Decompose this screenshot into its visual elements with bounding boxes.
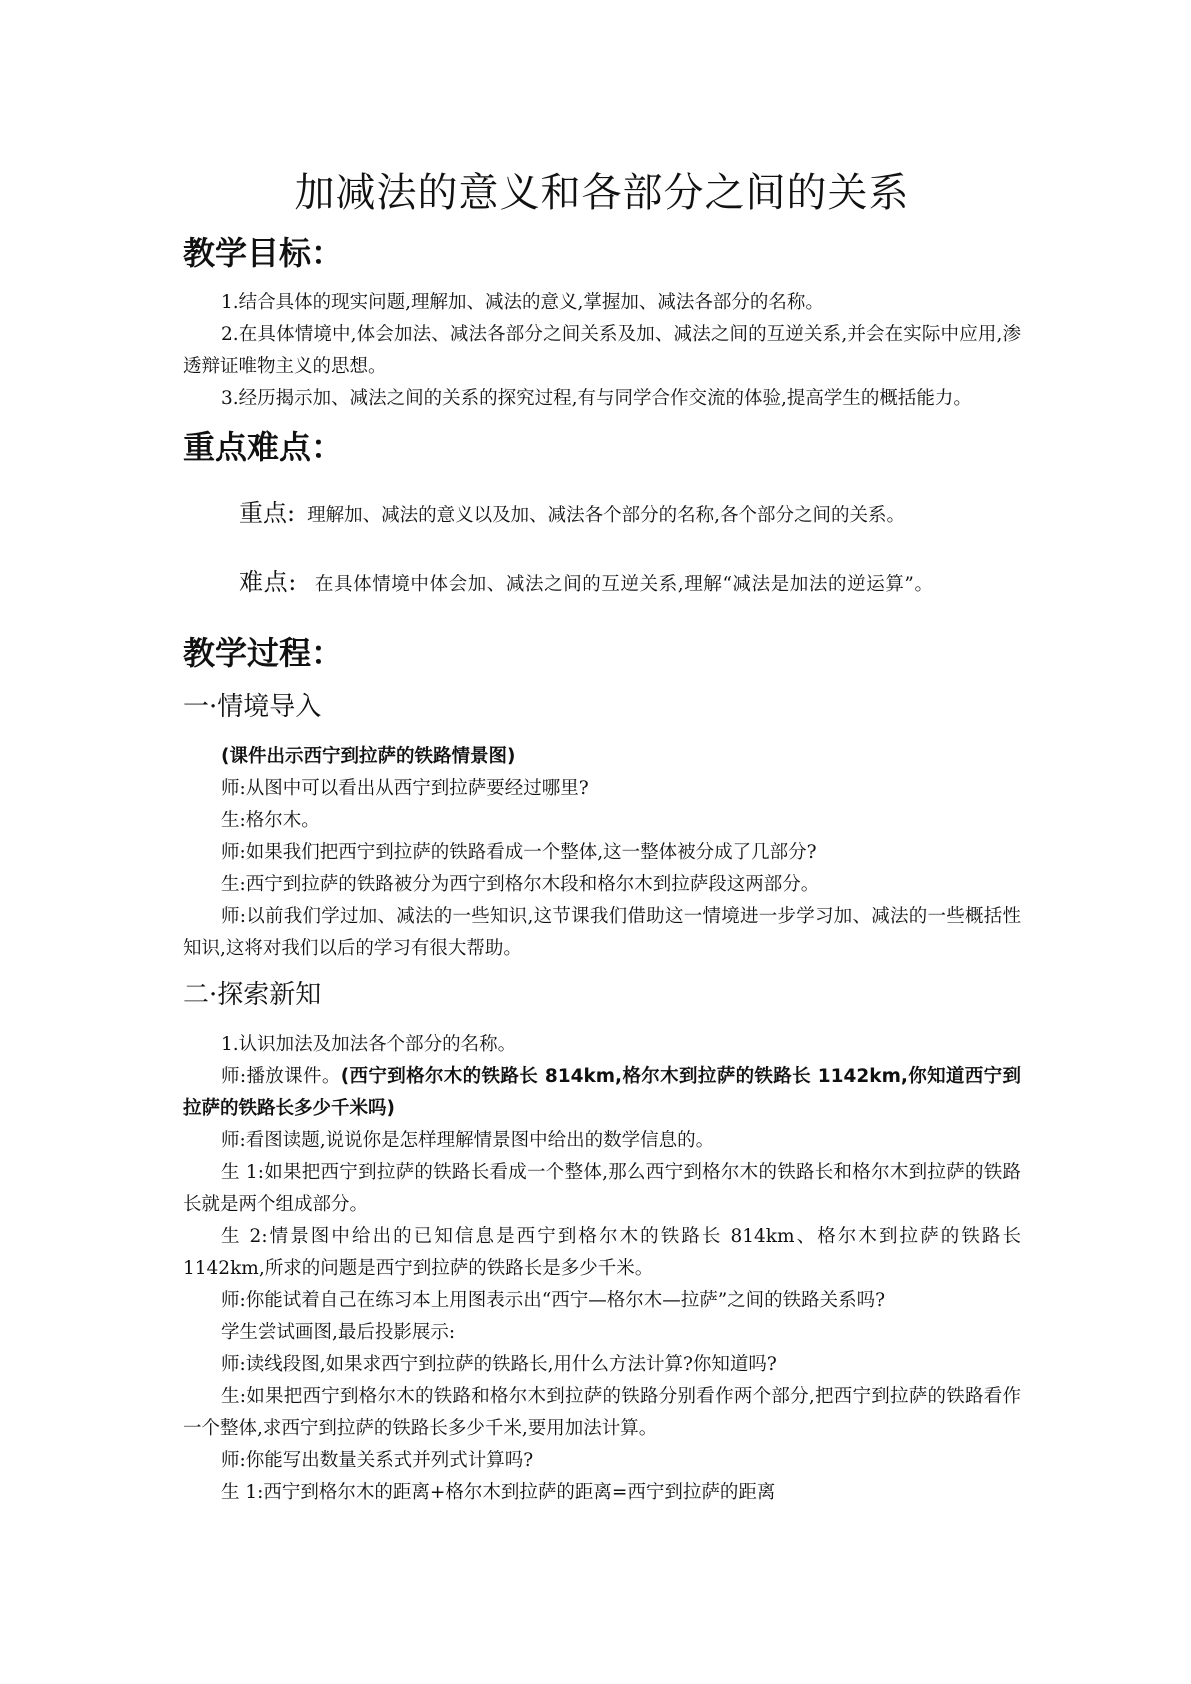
focus-paragraph <box>239 489 1021 540</box>
dialogue-line: 生 1:西宁到格尔木的距离+格尔木到拉萨的距离=西宁到拉萨的距离 <box>221 1482 776 1503</box>
focus-label: 重点: <box>239 499 296 527</box>
keypoints-heading: 重点难点： <box>183 428 344 466</box>
dialogue-prefix: 师:播放课件。 <box>221 1066 341 1087</box>
dialogue-line: 师:你能写出数量关系式并列式计算吗? <box>221 1450 534 1471</box>
dialogue-line: 师:如果我们把西宁到拉萨的铁路看成一个整体,这一整体被分成了几部分? <box>221 842 817 863</box>
difficulty-paragraph <box>183 558 1021 609</box>
page-title: 加减法的意义和各部分之间的关系 <box>294 170 910 216</box>
dialogue-line: 生 1:如果把西宁到拉萨的铁路长看成一个整体,那么西宁到格尔木的铁路长和格尔木到拉萨的铁路长就是两个组成部分。 <box>183 1162 1021 1215</box>
dialogue-line: 师:看图读题,说说你是怎样理解情景图中给出的数学信息的。 <box>221 1130 715 1151</box>
objective-item: 1.结合具体的现实问题,理解加、减法的意义,掌握加、减法各部分的名称。 <box>221 292 824 313</box>
objective-item: 3.经历揭示加、减法之间的关系的探究过程,有与同学合作交流的体验,提高学生的概括能力。 <box>221 388 972 409</box>
focus-text: 理解加、减法的意义以及加、减法各个部分的名称,各个部分之间的关系。 <box>307 505 905 526</box>
process-heading: 教学过程： <box>183 634 344 672</box>
section-heading-intro: 一·情境导入 <box>183 692 322 722</box>
courseware-question: (西宁到格尔木的铁路长 814km,格尔木到拉萨的铁路长 1142km,你知道西宁到拉萨的铁路长多少千米吗) <box>183 1066 1021 1119</box>
dialogue-line: 师:从图中可以看出从西宁到拉萨要经过哪里? <box>221 778 589 799</box>
section-heading-explore: 二·探索新知 <box>183 980 322 1010</box>
document-page <box>183 155 1021 1509</box>
dialogue-line: 生 2:情景图中给出的已知信息是西宁到格尔木的铁路长 814km、格尔木到拉萨的铁路长 1142km,所求的问题是西宁到拉萨的铁路长是多少千米。 <box>183 1226 1021 1279</box>
dialogue-line: 生:如果把西宁到格尔木的铁路和格尔木到拉萨的铁路分别看作两个部分,把西宁到拉萨的铁路看作一个整体,求西宁到拉萨的铁路长多少千米,要用加法计算。 <box>183 1386 1021 1439</box>
dialogue-line: 师:你能试着自己在练习本上用图表示出“西宁—格尔木—拉萨”之间的铁路关系吗? <box>221 1290 886 1311</box>
objective-item: 2.在具体情境中,体会加法、减法各部分之间关系及加、减法之间的互逆关系,并会在实际中应用,渗透辩证唯物主义的思想。 <box>183 324 1021 377</box>
dialogue-line: 学生尝试画图,最后投影展示: <box>221 1322 456 1343</box>
dialogue-line: 师:读线段图,如果求西宁到拉萨的铁路长,用什么方法计算?你知道吗? <box>221 1354 777 1375</box>
dialogue-line: 生:西宁到拉萨的铁路被分为西宁到格尔木段和格尔木到拉萨段这两部分。 <box>221 874 820 895</box>
objectives-heading: 教学目标： <box>183 234 344 272</box>
dialogue-line: 生:格尔木。 <box>221 810 320 831</box>
difficulty-text: 在具体情境中体会加、减法之间的互逆关系,理解“减法是加法的逆运算”。 <box>314 574 934 595</box>
difficulty-label: 难点: <box>239 568 297 596</box>
dialogue-line <box>183 1061 1021 1125</box>
dialogue-line: 1.认识加法及加法各个部分的名称。 <box>221 1034 517 1055</box>
dialogue-line: (课件出示西宁到拉萨的铁路情景图) <box>221 746 516 767</box>
dialogue-line: 师:以前我们学过加、减法的一些知识,这节课我们借助这一情境进一步学习加、减法的一些概括性知识,这将对我们以后的学习有很大帮助。 <box>183 906 1021 959</box>
